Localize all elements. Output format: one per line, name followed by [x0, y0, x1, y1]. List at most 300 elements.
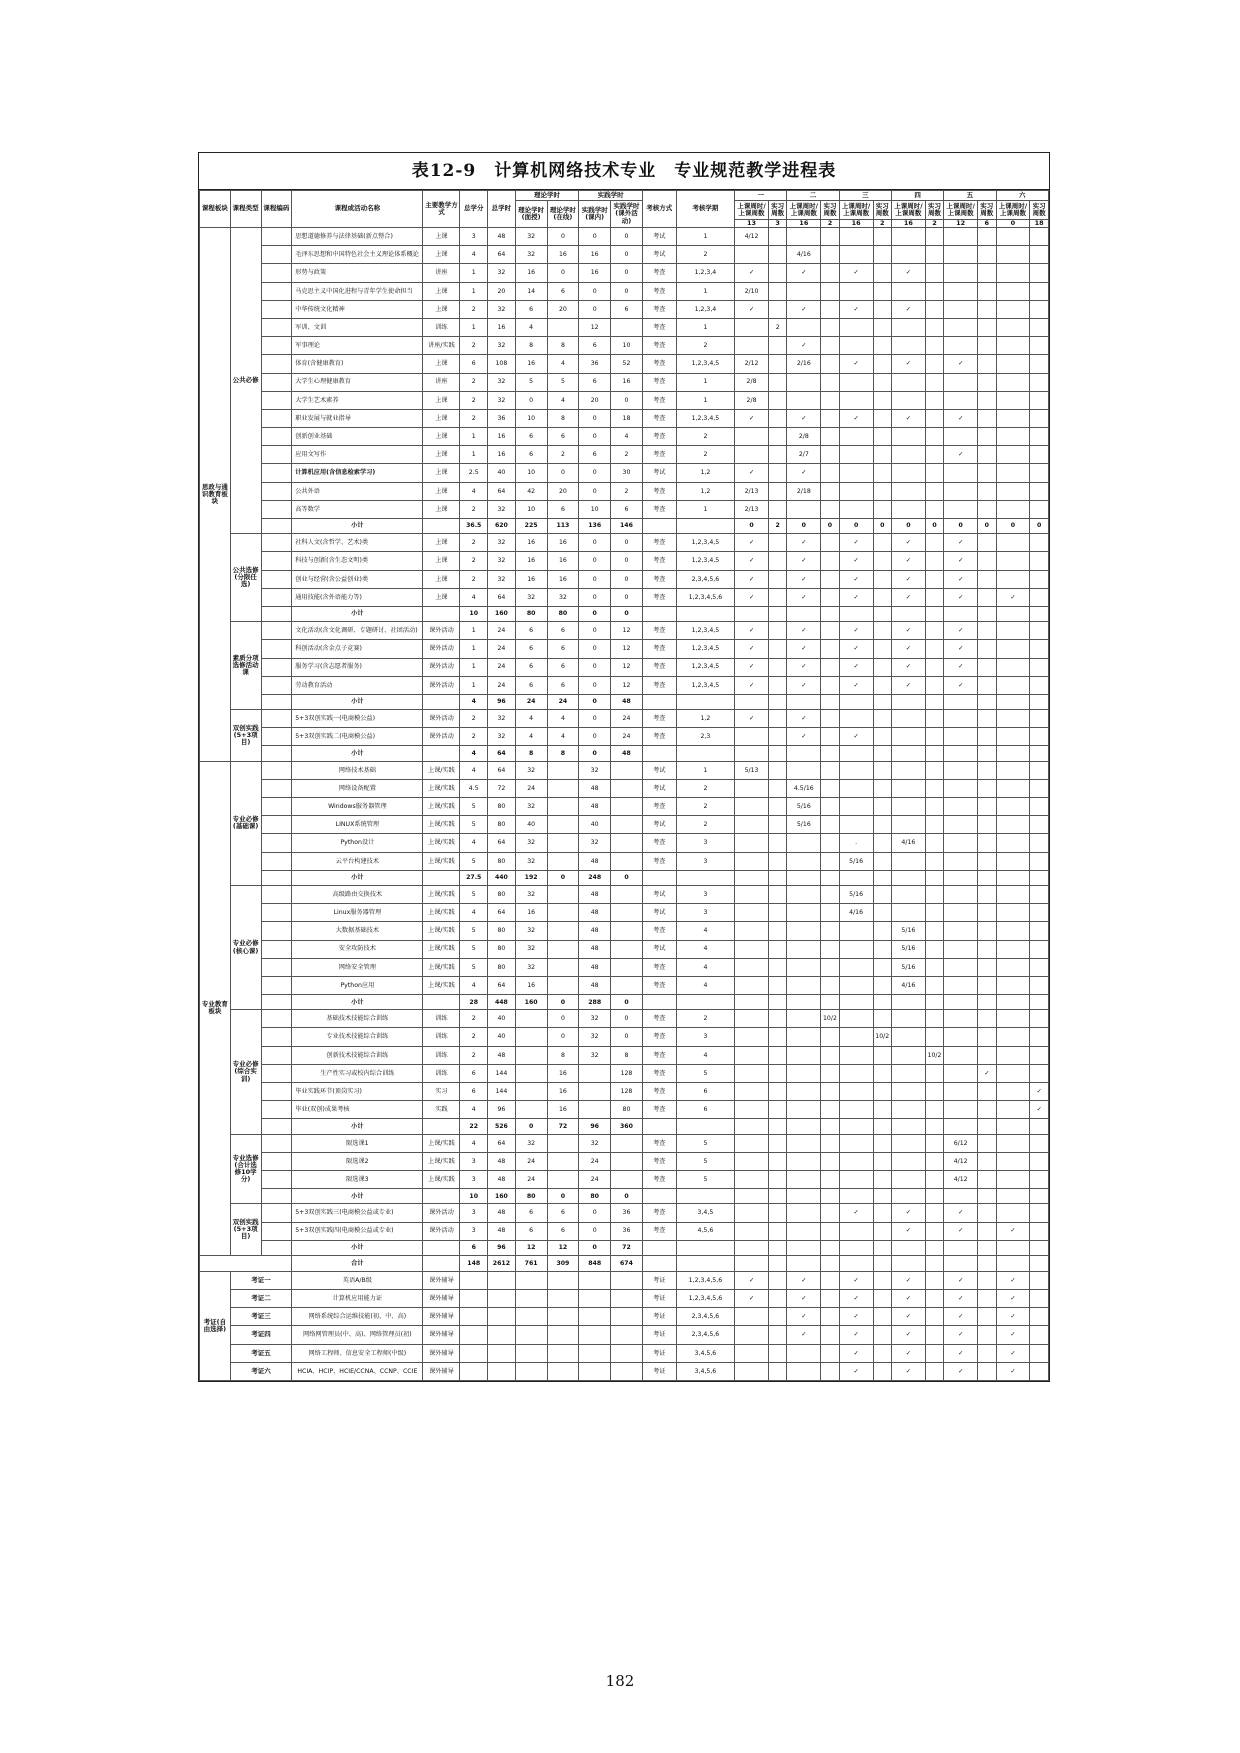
subtotal-exam — [642, 1240, 676, 1255]
course-practice-in: 0 — [579, 658, 611, 676]
term-cell — [944, 1255, 978, 1271]
course-practice-in: 0 — [579, 482, 611, 500]
term-cell — [839, 1119, 873, 1134]
term-cell — [996, 1204, 1030, 1222]
course-hours: 32 — [488, 300, 516, 318]
course-exam: 考查 — [642, 1101, 676, 1119]
course-exam-term: 2 — [676, 337, 734, 355]
course-mode: 上课 — [423, 391, 460, 409]
term-cell: ✓ — [944, 622, 978, 640]
certificate-row — [200, 1326, 1049, 1344]
course-code — [261, 588, 292, 606]
term-cell — [978, 552, 996, 570]
course-practice-out: 4 — [611, 428, 643, 446]
term-cell: ✓ — [944, 570, 978, 588]
subtotal-theory-class: 12 — [515, 1240, 547, 1255]
term-cell — [891, 1028, 925, 1046]
course-code — [261, 761, 292, 779]
course-code — [261, 1010, 292, 1028]
course-theory-online — [547, 922, 579, 940]
term-cell — [821, 640, 839, 658]
course-practice-out: 0 — [611, 534, 643, 552]
term-cell — [821, 1362, 839, 1380]
course-mode: 训练 — [423, 1046, 460, 1064]
term-cell — [1030, 428, 1049, 446]
term-cell — [944, 728, 978, 746]
course-theory-class: 5 — [515, 373, 547, 391]
term-cell — [925, 1255, 943, 1271]
term-cell — [1030, 885, 1049, 903]
term-cell: 2/13 — [735, 482, 769, 500]
course-practice-out: 12 — [611, 658, 643, 676]
subtotal-term — [676, 1240, 734, 1255]
term-cell — [839, 228, 873, 246]
course-practice-in: 0 — [579, 534, 611, 552]
term-cell — [873, 1271, 891, 1289]
header-term-4: 四 — [891, 191, 943, 201]
term-cell — [978, 355, 996, 373]
term-cell — [873, 300, 891, 318]
course-credits: 4 — [460, 1101, 488, 1119]
term-cell — [735, 1134, 769, 1152]
term-cell — [821, 870, 839, 885]
certificate-exam: 考证 — [642, 1290, 676, 1308]
course-theory-class: 32 — [515, 761, 547, 779]
subtotal-practice-out: 0 — [611, 606, 643, 621]
term-cell — [768, 995, 786, 1010]
course-exam-term: 1,2,3,4,5 — [676, 640, 734, 658]
course-theory-online — [547, 1170, 579, 1188]
term-cell — [996, 1170, 1030, 1188]
term-cell — [925, 300, 943, 318]
course-exam: 考查 — [642, 409, 676, 427]
certificate-blank — [488, 1344, 516, 1362]
term-cell — [768, 282, 786, 300]
course-name: 网络设备配置 — [292, 779, 423, 797]
course-hours: 144 — [488, 1083, 516, 1101]
term-cell — [839, 940, 873, 958]
subtotal-theory-online: 80 — [547, 606, 579, 621]
course-mode: 训练 — [423, 1010, 460, 1028]
course-hours: 96 — [488, 1101, 516, 1119]
term-cell — [787, 885, 821, 903]
term-cell — [821, 958, 839, 976]
term-cell — [821, 588, 839, 606]
term-cell — [821, 1240, 839, 1255]
course-exam: 考试 — [642, 464, 676, 482]
course-hours: 32 — [488, 500, 516, 518]
term-cell — [873, 409, 891, 427]
course-credits: 6 — [460, 1083, 488, 1101]
table-row — [200, 464, 1049, 482]
term-cell: ✓ — [787, 658, 821, 676]
term-cell — [944, 1028, 978, 1046]
course-credits: 2 — [460, 300, 488, 318]
term-cell — [1030, 552, 1049, 570]
term-cell — [873, 1204, 891, 1222]
course-theory-online: 16 — [547, 552, 579, 570]
term-cell — [839, 500, 873, 518]
term-cell — [735, 940, 769, 958]
term-cell — [978, 428, 996, 446]
category-label: 专业必修(核心课) — [230, 885, 261, 1009]
course-name: 计算机应用(含信息检索学习) — [292, 464, 423, 482]
term-cell — [891, 710, 925, 728]
course-exam-term: 1,2,3,4,5 — [676, 676, 734, 694]
course-name: 网络技术基础 — [292, 761, 423, 779]
table-row — [200, 588, 1049, 606]
subtotal-theory-class: 80 — [515, 1189, 547, 1204]
course-mode: 课外活动 — [423, 1204, 460, 1222]
course-name: 基础技术技能综合训练 — [292, 1010, 423, 1028]
course-credits: 4 — [460, 761, 488, 779]
term-cell — [873, 852, 891, 870]
course-practice-out: 2 — [611, 482, 643, 500]
term-cell — [978, 282, 996, 300]
term-cell — [944, 246, 978, 264]
course-theory-online: 32 — [547, 588, 579, 606]
course-theory-class: 10 — [515, 409, 547, 427]
term-cell: ✓ — [787, 1326, 821, 1344]
course-practice-out: 0 — [611, 391, 643, 409]
term-cell — [768, 1119, 786, 1134]
certificate-blank — [547, 1362, 579, 1380]
course-code — [261, 1222, 292, 1240]
course-practice-out: 0 — [611, 1028, 643, 1046]
course-name: 生产性实习或校内综合训练 — [292, 1064, 423, 1082]
term-cell — [839, 816, 873, 834]
term-cell: 4/12 — [944, 1170, 978, 1188]
term-cell: ✓ — [839, 534, 873, 552]
term-cell: 2/8 — [735, 391, 769, 409]
course-practice-in: 24 — [579, 1170, 611, 1188]
term-cell — [873, 446, 891, 464]
term-cell — [768, 355, 786, 373]
course-code — [261, 464, 292, 482]
course-exam: 考试 — [642, 885, 676, 903]
course-exam-term: 3 — [676, 885, 734, 903]
term-cell — [1030, 779, 1049, 797]
course-practice-out: 128 — [611, 1064, 643, 1082]
course-practice-out — [611, 976, 643, 994]
term-cell — [873, 885, 891, 903]
term-cell — [978, 922, 996, 940]
term-cell: ✓ — [944, 355, 978, 373]
term-cell — [839, 1083, 873, 1101]
term-cell — [978, 570, 996, 588]
course-theory-online: 0 — [547, 464, 579, 482]
header-weeks: 16 — [787, 219, 821, 227]
term-cell: 4/16 — [787, 246, 821, 264]
term-cell: ✓ — [996, 1271, 1030, 1289]
term-cell — [944, 746, 978, 761]
term-cell — [996, 428, 1030, 446]
term-cell — [768, 1326, 786, 1344]
term-cell — [944, 976, 978, 994]
course-hours: 32 — [488, 552, 516, 570]
course-exam-term: 4,5,6 — [676, 1222, 734, 1240]
term-cell — [925, 355, 943, 373]
course-credits: 4 — [460, 976, 488, 994]
course-exam: 考查 — [642, 552, 676, 570]
course-practice-in: 6 — [579, 337, 611, 355]
course-name: 职业发展与就业指导 — [292, 409, 423, 427]
course-exam-term: 3 — [676, 1028, 734, 1046]
term-cell: ✓ — [735, 1271, 769, 1289]
term-cell: 6/12 — [944, 1134, 978, 1152]
term-cell — [768, 1255, 786, 1271]
course-hours: 80 — [488, 922, 516, 940]
course-exam-term: 1 — [676, 318, 734, 336]
term-cell — [978, 606, 996, 621]
course-theory-online: 6 — [547, 1222, 579, 1240]
certificate-blank — [515, 1290, 547, 1308]
course-theory-online — [547, 958, 579, 976]
term-cell — [891, 904, 925, 922]
course-practice-in: 0 — [579, 428, 611, 446]
course-theory-online: 6 — [547, 622, 579, 640]
term-cell — [821, 761, 839, 779]
course-practice-in: 0 — [579, 1204, 611, 1222]
course-code — [261, 995, 292, 1010]
course-exam: 考试 — [642, 779, 676, 797]
term-cell — [1030, 446, 1049, 464]
course-practice-in: 0 — [579, 409, 611, 427]
term-cell: 0 — [873, 519, 891, 534]
term-cell — [768, 428, 786, 446]
course-exam-term: 5 — [676, 1170, 734, 1188]
course-credits: 6 — [460, 355, 488, 373]
term-cell: ✓ — [891, 588, 925, 606]
term-cell — [821, 1222, 839, 1240]
term-cell: ✓ — [891, 355, 925, 373]
course-theory-class: 6 — [515, 1204, 547, 1222]
course-credits: 2 — [460, 500, 488, 518]
course-practice-out — [611, 940, 643, 958]
term-cell — [768, 588, 786, 606]
subtotal-label: 小计 — [292, 1240, 423, 1255]
term-cell — [1030, 391, 1049, 409]
certificate-blank — [611, 1271, 643, 1289]
course-hours: 64 — [488, 482, 516, 500]
term-cell — [873, 640, 891, 658]
term-cell — [768, 482, 786, 500]
subtotal-theory-online: 0 — [547, 870, 579, 885]
term-cell — [891, 391, 925, 409]
course-code — [261, 710, 292, 728]
subtotal-exam — [642, 870, 676, 885]
course-mode: 上课/实践 — [423, 1134, 460, 1152]
course-name: 安全攻防技术 — [292, 940, 423, 958]
course-name: 云平台构建技术 — [292, 852, 423, 870]
page-number: 182 — [605, 1672, 635, 1690]
course-practice-in: 48 — [579, 798, 611, 816]
course-theory-class: 16 — [515, 355, 547, 373]
term-cell — [768, 409, 786, 427]
term-cell — [787, 1134, 821, 1152]
term-cell — [944, 940, 978, 958]
course-name: 文化活动(含文化调研、专题研讨、社团活动) — [292, 622, 423, 640]
term-cell — [925, 958, 943, 976]
term-cell: ✓ — [944, 588, 978, 606]
subtotal-practice-in: 248 — [579, 870, 611, 885]
course-theory-class: 16 — [515, 570, 547, 588]
certificate-row — [200, 1308, 1049, 1326]
term-cell — [925, 534, 943, 552]
term-cell — [891, 1189, 925, 1204]
course-name: 毕业(双创)成果考核 — [292, 1101, 423, 1119]
term-cell — [873, 1046, 891, 1064]
course-theory-online — [547, 976, 579, 994]
term-cell — [944, 852, 978, 870]
header-weeks: 0 — [996, 219, 1030, 227]
subtotal-label: 小计 — [292, 746, 423, 761]
course-theory-class: 4 — [515, 728, 547, 746]
term-cell — [1030, 852, 1049, 870]
term-cell: ✓ — [839, 640, 873, 658]
term-cell — [996, 482, 1030, 500]
term-cell — [891, 337, 925, 355]
certificate-mode: 课外辅导 — [423, 1362, 460, 1380]
term-cell — [1030, 534, 1049, 552]
term-cell — [787, 318, 821, 336]
term-cell — [978, 1101, 996, 1119]
term-cell — [996, 318, 1030, 336]
course-credits: 1 — [460, 658, 488, 676]
term-cell — [768, 1271, 786, 1289]
term-cell: ✓ — [839, 588, 873, 606]
course-theory-online — [547, 904, 579, 922]
course-code — [261, 852, 292, 870]
table-body — [200, 228, 1049, 1381]
term-cell — [839, 373, 873, 391]
course-code — [261, 1119, 292, 1134]
term-cell — [768, 622, 786, 640]
term-cell — [787, 976, 821, 994]
term-cell — [925, 228, 943, 246]
course-exam: 考查 — [642, 798, 676, 816]
term-cell — [768, 606, 786, 621]
term-cell — [821, 482, 839, 500]
course-mode: 上课/实践 — [423, 798, 460, 816]
course-exam-term: 2,3 — [676, 728, 734, 746]
subtotal-row — [200, 519, 1049, 534]
course-practice-out: 80 — [611, 1101, 643, 1119]
subtotal-practice-in: 0 — [579, 1240, 611, 1255]
term-cell — [944, 1046, 978, 1064]
course-practice-out — [611, 779, 643, 797]
term-cell — [839, 746, 873, 761]
course-exam: 考查 — [642, 355, 676, 373]
course-exam-term: 5 — [676, 1134, 734, 1152]
term-cell: 2/8 — [735, 373, 769, 391]
term-cell — [944, 870, 978, 885]
subtotal-theory-class: 225 — [515, 519, 547, 534]
term-cell — [1030, 228, 1049, 246]
course-mode: 上课 — [423, 464, 460, 482]
course-theory-online — [547, 779, 579, 797]
term-cell: ✓ — [944, 1326, 978, 1344]
term-cell — [944, 761, 978, 779]
course-theory-class: 40 — [515, 816, 547, 834]
term-cell — [821, 834, 839, 852]
term-cell — [768, 1290, 786, 1308]
term-cell — [978, 1326, 996, 1344]
course-mode: 上课/实践 — [423, 885, 460, 903]
course-code — [261, 728, 292, 746]
term-cell — [821, 1134, 839, 1152]
course-practice-in: 16 — [579, 246, 611, 264]
term-cell — [873, 870, 891, 885]
table-row — [200, 355, 1049, 373]
term-cell — [996, 355, 1030, 373]
term-cell: 0 — [787, 519, 821, 534]
course-exam: 考查 — [642, 1010, 676, 1028]
total-row — [200, 1255, 1049, 1271]
term-cell: ✓ — [787, 300, 821, 318]
course-practice-in — [579, 1064, 611, 1082]
term-cell — [925, 500, 943, 518]
term-cell: ✓ — [996, 1290, 1030, 1308]
term-cell: 5/16 — [891, 958, 925, 976]
course-credits: 4 — [460, 588, 488, 606]
table-row — [200, 282, 1049, 300]
term-cell — [925, 798, 943, 816]
term-cell — [1030, 904, 1049, 922]
term-cell — [873, 246, 891, 264]
term-cell — [996, 1028, 1030, 1046]
term-cell — [787, 834, 821, 852]
certificate-blank — [547, 1326, 579, 1344]
course-code — [261, 500, 292, 518]
term-cell — [768, 976, 786, 994]
table-row — [200, 1083, 1049, 1101]
term-cell — [944, 373, 978, 391]
term-cell — [873, 464, 891, 482]
header-term-6: 六 — [996, 191, 1048, 201]
term-cell — [891, 870, 925, 885]
term-cell: ✓ — [891, 1362, 925, 1380]
term-cell — [821, 885, 839, 903]
course-name: 马克思主义中国化进程与青年学生使命担当 — [292, 282, 423, 300]
course-mode: 课外活动 — [423, 1222, 460, 1240]
course-theory-class: 10 — [515, 464, 547, 482]
term-cell: 4/12 — [944, 1152, 978, 1170]
term-cell: ✓ — [735, 588, 769, 606]
header-weeks: 16 — [891, 219, 925, 227]
term-cell — [891, 798, 925, 816]
course-name: 大数据基础技术 — [292, 922, 423, 940]
course-practice-in — [579, 1101, 611, 1119]
header-term-sub: 实习周数 — [925, 201, 943, 220]
term-cell: ✓ — [944, 552, 978, 570]
category-label: 素质分项选修活动课 — [230, 622, 261, 710]
course-theory-class: 32 — [515, 940, 547, 958]
certificate-blank — [579, 1308, 611, 1326]
term-cell — [821, 570, 839, 588]
course-hours: 40 — [488, 464, 516, 482]
term-cell — [768, 1240, 786, 1255]
course-practice-in: 0 — [579, 728, 611, 746]
term-cell: ✓ — [787, 552, 821, 570]
course-code — [261, 1189, 292, 1204]
course-theory-online: 4 — [547, 355, 579, 373]
course-practice-out: 6 — [611, 300, 643, 318]
subtotal-row — [200, 995, 1049, 1010]
term-cell — [873, 500, 891, 518]
term-cell: ✓ — [891, 1308, 925, 1326]
course-exam: 考查 — [642, 1170, 676, 1188]
